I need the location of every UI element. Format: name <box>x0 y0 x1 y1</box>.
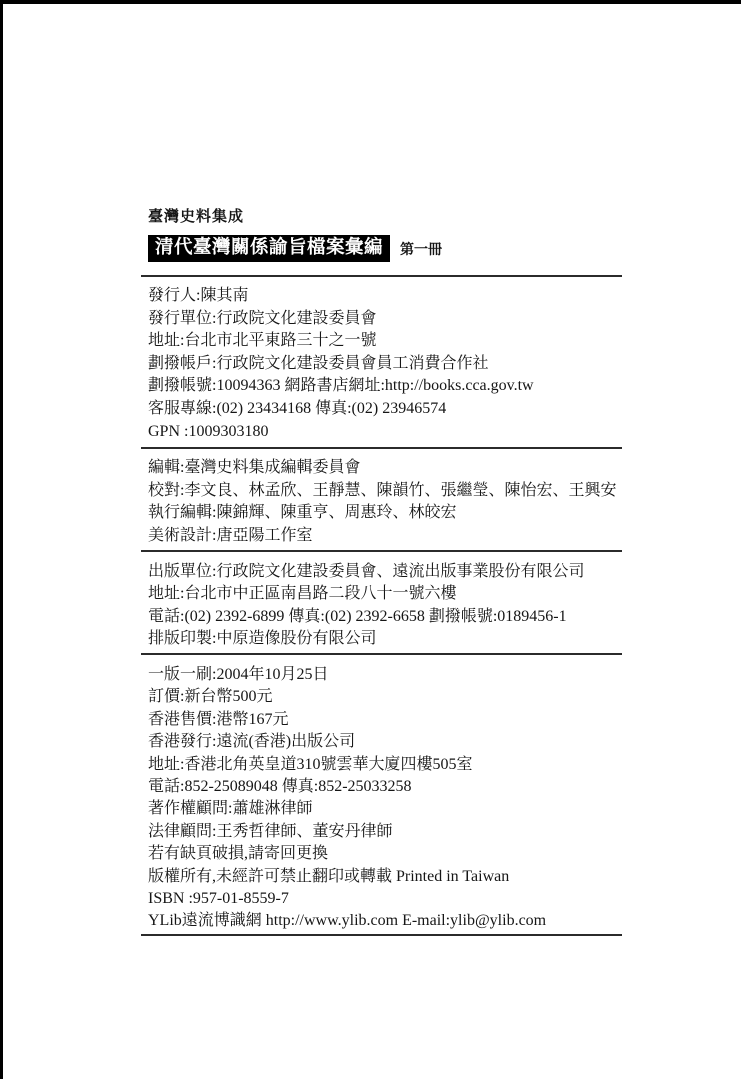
line-editor: 編輯:臺灣史料集成編輯委員會 <box>148 459 361 477</box>
line-issuer-address: 地址:台北市北平東路三十之一號 <box>148 332 377 350</box>
line-price-hkd: 香港售價:港幣167元 <box>148 710 289 728</box>
scan-edge-left <box>0 0 3 1079</box>
line-hk-address: 地址:香港北角英皇道310號雲華大廈四樓505室 <box>148 755 473 773</box>
title-row <box>141 235 622 262</box>
series-title: 臺灣史料集成 <box>148 209 245 225</box>
volume-label: 第一冊 <box>400 243 443 258</box>
section-divider <box>141 934 622 936</box>
line-copyright-consultant: 著作權顧問:蕭雄淋律師 <box>148 800 313 818</box>
book-title-banner: 清代臺灣關係諭旨檔案彙編 <box>148 235 390 262</box>
editorial-section <box>141 449 622 549</box>
line-issuing-unit: 發行單位:行政院文化建設委員會 <box>148 309 377 327</box>
line-proofreaders: 校對:李文良、林孟欣、王靜慧、陳韻竹、張繼瑩、陳怡宏、王興安 <box>148 481 617 499</box>
line-publisher-address: 地址:台北市中正區南昌路二段八十一號六樓 <box>148 585 457 603</box>
line-ylib-website: YLib遠流博識網 http://www.ylib.com E-mail:ylib@ylib.com <box>148 912 547 930</box>
line-service-phone: 客服專線:(02) 23434168 傳真:(02) 23946574 <box>148 399 447 417</box>
line-hk-phone: 電話:852-25089048 傳真:852-25033258 <box>148 777 412 795</box>
line-legal-advisors: 法律顧問:王秀哲律師、董安丹律師 <box>148 822 393 840</box>
line-copyright-notice: 版權所有,未經許可禁止翻印或轉載 Printed in Taiwan <box>148 867 510 885</box>
line-issuer: 發行人:陳其南 <box>148 287 249 304</box>
line-executive-editors: 執行編輯:陳錦輝、陳重亨、周惠玲、林皎宏 <box>148 504 457 522</box>
line-publisher-phone: 電話:(02) 2392-6899 傳真:(02) 2392-6658 劃撥帳號:0189456-1 <box>148 607 567 625</box>
issuer-section <box>141 277 622 447</box>
publisher-section <box>141 552 622 653</box>
line-hk-distributor: 香港發行:遠流(香港)出版公司 <box>148 733 356 751</box>
line-art-design: 美術設計:唐亞陽工作室 <box>148 526 313 544</box>
line-replacement-notice: 若有缺頁破損,請寄回更換 <box>148 845 329 863</box>
edition-section <box>141 655 622 934</box>
line-postal-account-number: 劃撥帳號:10094363 網路書店網址:http://books.cca.gov.tw <box>148 377 534 395</box>
line-price-twd: 訂價:新台幣500元 <box>148 688 273 706</box>
line-gpn: GPN :1009303180 <box>148 422 269 440</box>
line-publisher: 出版單位:行政院文化建設委員會、遠流出版事業股份有限公司 <box>148 562 585 580</box>
colophon-page <box>141 0 622 936</box>
line-isbn: ISBN :957-01-8559-7 <box>148 889 289 907</box>
line-typesetting-printer: 排版印製:中原造像股份有限公司 <box>148 630 377 648</box>
line-postal-account-holder: 劃撥帳戶:行政院文化建設委員會員工消費合作社 <box>148 354 489 372</box>
line-first-edition-date: 一版一刷:2004年10月25日 <box>148 665 329 683</box>
